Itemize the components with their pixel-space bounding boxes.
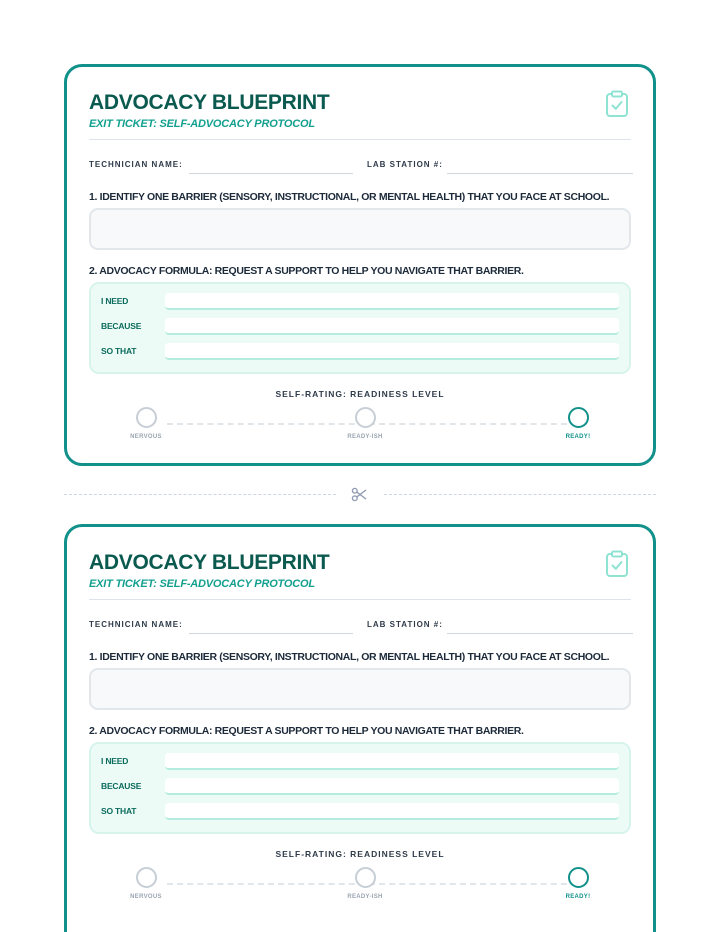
exit-ticket-card: [64, 524, 656, 932]
cut-line-right: [384, 494, 656, 495]
rating-label-ready-ish: READY-ISH: [347, 434, 383, 440]
formula-row-so-that: [91, 343, 629, 363]
formula-row-because: [91, 778, 629, 798]
lab-station-label: LAB STATION #:: [367, 160, 443, 169]
clipboard-check-icon: [605, 550, 629, 578]
formula-because-field[interactable]: [165, 318, 619, 335]
rating-option-ready-ish[interactable]: [355, 407, 376, 428]
scissors-icon: [351, 486, 368, 503]
cut-line-left: [64, 494, 336, 495]
question-2: 2. ADVOCACY FORMULA: REQUEST A SUPPORT TO HELP YOU NAVIGATE THAT BARRIER.: [89, 725, 524, 737]
formula-because-label: BECAUSE: [101, 321, 142, 331]
rating-option-nervous[interactable]: [136, 407, 157, 428]
formula-row-because: [91, 318, 629, 338]
question-1: 1. IDENTIFY ONE BARRIER (SENSORY, INSTRUCTIONAL, OR MENTAL HEALTH) THAT YOU FACE AT SCHOOL.: [89, 191, 610, 203]
ticket-title: ADVOCACY BLUEPRINT: [89, 551, 330, 574]
technician-name-field[interactable]: [189, 173, 353, 174]
rating-label-ready: READY!: [565, 434, 591, 440]
advocacy-formula-box: [89, 742, 631, 834]
rating-option-ready[interactable]: [568, 407, 589, 428]
barrier-answer-box[interactable]: [89, 668, 631, 710]
technician-name-label: TECHNICIAN NAME:: [89, 160, 183, 169]
formula-row-so-that: [91, 803, 629, 823]
formula-because-label: BECAUSE: [101, 781, 142, 791]
rating-label-ready: READY!: [565, 894, 591, 900]
formula-so-that-label: SO THAT: [101, 346, 137, 356]
lab-station-field[interactable]: [447, 173, 633, 174]
technician-name-field[interactable]: [189, 633, 353, 634]
rating-option-ready[interactable]: [568, 867, 589, 888]
formula-row-need: [91, 293, 629, 313]
advocacy-formula-box: [89, 282, 631, 374]
rating-label-nervous: NERVOUS: [130, 434, 162, 440]
technician-name-label: TECHNICIAN NAME:: [89, 620, 183, 629]
formula-so-that-field[interactable]: [165, 343, 619, 360]
rating-title: SELF-RATING: READINESS LEVEL: [275, 389, 445, 399]
rating-title: SELF-RATING: READINESS LEVEL: [275, 849, 445, 859]
lab-station-field[interactable]: [447, 633, 633, 634]
rating-option-ready-ish[interactable]: [355, 867, 376, 888]
barrier-answer-box[interactable]: [89, 208, 631, 250]
rating-label-nervous: NERVOUS: [130, 894, 162, 900]
rating-label-ready-ish: READY-ISH: [347, 894, 383, 900]
header-divider: [89, 139, 631, 140]
formula-need-field[interactable]: [165, 293, 619, 310]
ticket-subtitle: EXIT TICKET: SELF-ADVOCACY PROTOCOL: [89, 118, 315, 130]
header-divider: [89, 599, 631, 600]
ticket-title: ADVOCACY BLUEPRINT: [89, 91, 330, 114]
formula-need-label: I NEED: [101, 296, 129, 306]
formula-need-label: I NEED: [101, 756, 129, 766]
clipboard-check-icon: [605, 90, 629, 118]
exit-ticket-card: [64, 64, 656, 466]
formula-so-that-field[interactable]: [165, 803, 619, 820]
lab-station-label: LAB STATION #:: [367, 620, 443, 629]
formula-row-need: [91, 753, 629, 773]
formula-need-field[interactable]: [165, 753, 619, 770]
question-1: 1. IDENTIFY ONE BARRIER (SENSORY, INSTRUCTIONAL, OR MENTAL HEALTH) THAT YOU FACE AT SCHOOL.: [89, 651, 610, 663]
formula-because-field[interactable]: [165, 778, 619, 795]
question-2: 2. ADVOCACY FORMULA: REQUEST A SUPPORT TO HELP YOU NAVIGATE THAT BARRIER.: [89, 265, 524, 277]
ticket-subtitle: EXIT TICKET: SELF-ADVOCACY PROTOCOL: [89, 578, 315, 590]
formula-so-that-label: SO THAT: [101, 806, 137, 816]
rating-option-nervous[interactable]: [136, 867, 157, 888]
